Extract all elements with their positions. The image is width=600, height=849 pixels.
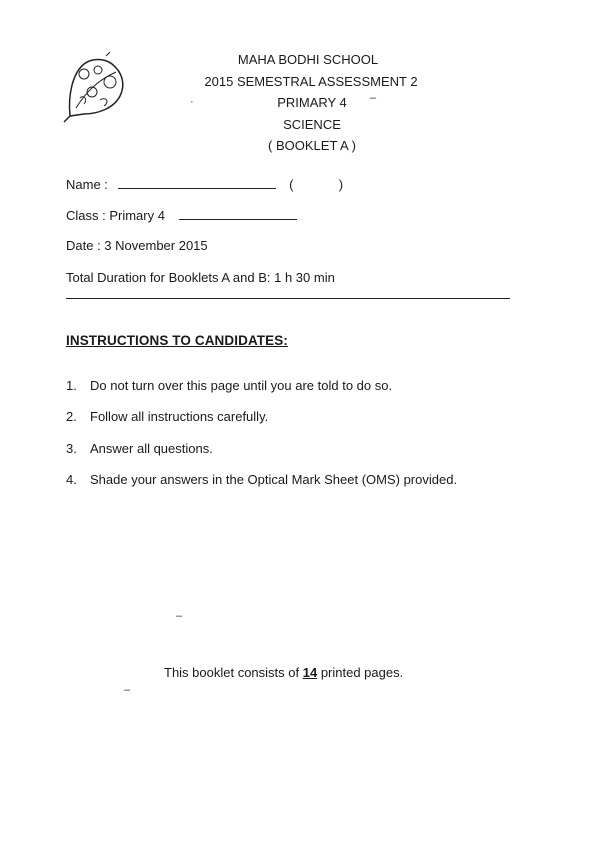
level-label: PRIMARY 4 [277,95,347,110]
instruction-text: Follow all instructions carefully. [90,409,269,424]
duration-label: Total Duration for Booklets A and B: 1 h 30 min [66,270,335,285]
instruction-text: Do not turn over this page until you are told to do so. [90,378,393,393]
booklet-label: ( BOOKLET A ) [268,138,356,153]
instruction-item [66,409,268,425]
school-name: MAHA BODHI SCHOOL [237,52,379,67]
instruction-number: 3. [66,441,77,456]
register-paren-open: ( [289,177,294,192]
footer-suffix: printed pages. [317,665,404,680]
class-blank[interactable] [179,207,297,220]
name-blank[interactable] [118,176,276,189]
instructions-title: INSTRUCTIONS TO CANDIDATES: [66,333,288,348]
footer-prefix: This booklet consists of [164,665,303,680]
name-field [66,176,343,193]
date-field [66,238,208,254]
instruction-item [66,378,392,394]
register-paren-close: ) [338,177,344,192]
instruction-number: 1. [66,378,77,393]
stray-dot: · [190,96,194,108]
subject-label: SCIENCE [283,117,341,132]
instruction-text: Answer all questions. [90,441,213,456]
name-label: Name : [66,177,108,192]
class-field [66,207,297,224]
instruction-number: 4. [66,472,77,487]
duration-field [66,270,335,286]
instruction-item [66,441,213,457]
class-label: Class : Primary 4 [66,208,165,223]
page-count: 14 [302,665,318,680]
instruction-item [66,472,457,488]
stray-mark: – [124,684,131,696]
stray-mark: – [176,610,183,622]
page-count-note [164,665,403,680]
date-label: Date : 3 November 2015 [66,238,208,253]
divider-line [66,298,510,299]
instruction-number: 2. [66,409,77,424]
stray-mark: – [370,92,377,104]
instruction-text: Shade your answers in the Optical Mark Sheet (OMS) provided. [90,472,458,487]
assessment-title: 2015 SEMESTRAL ASSESSMENT 2 [204,74,418,89]
